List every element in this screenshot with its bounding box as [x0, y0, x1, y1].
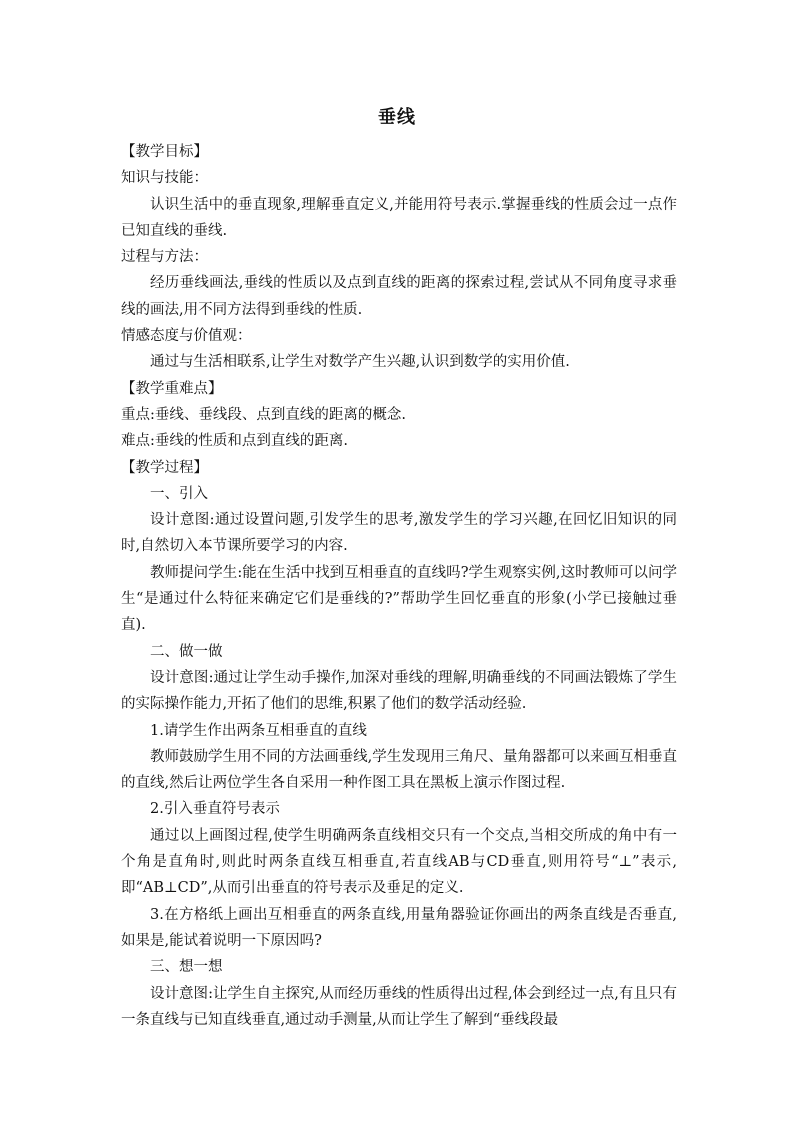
step-heading-21: 三、想一想 [150, 959, 223, 976]
paragraph-19: 通过以上画图过程,使学生明确两条直线相交只有一个交点,当相交所成的角中有一个角是直角时,则此时两条直线互相垂直,若直线AB与CD垂直,则用符号“⊥”表示,即“AB⊥CD”,从而引出垂直的符号表示及垂足的定义. [121, 827, 677, 897]
section-heading-0: 【教学目标】 [121, 144, 208, 160]
paragraph-2: 认识生活中的垂直现象,理解垂直定义,并能用符号表示.掌握垂线的性质会过一点作已知直线的垂线. [121, 196, 677, 239]
paragraph-8: 重点:垂线、垂线段、点到直线的距离的概念. [121, 406, 406, 423]
paragraph-9: 难点:垂线的性质和点到直线的距离. [121, 433, 348, 450]
subheading-1: 知识与技能： [121, 170, 208, 187]
subheading-3: 过程与方法： [121, 249, 208, 266]
section-heading-7: 【教学重难点】 [121, 380, 223, 397]
list-item-16: 1.请学生作出两条互相垂直的直线 [150, 722, 367, 739]
paragraph-12: 设计意图:通过设置问题,引发学生的思考,激发学生的学习兴趣,在回忆旧知识的同时,自然切入本节课所要学习的内容. [121, 512, 677, 555]
document-body [121, 139, 677, 1033]
paragraph-17: 教师鼓励学生用不同的方法画垂线,学生发现用三角尺、量角器都可以来画互相垂直的直线,然后让两位学生各自采用一种作图工具在黑板上演示作图过程. [121, 748, 677, 792]
paragraph-22: 设计意图:让学生自主探究,从而经历垂线的性质得出过程,体会到经过一点,有且只有一条直线与已知直线垂直,通过动手测量,从而让学生了解到“垂线段最 [121, 985, 677, 1028]
paragraph-15: 设计意图:通过让学生动手操作,加深对垂线的理解,明确垂线的不同画法锻炼了学生的实际操作能力,开拓了他们的思维,积累了他们的数学活动经验. [121, 669, 677, 713]
paragraph-4: 经历垂线画法,垂线的性质以及点到直线的距离的探索过程,尝试从不同角度寻求垂线的画法,用不同方法得到垂线的性质. [121, 275, 677, 318]
list-item-18: 2.引入垂直符号表示 [150, 801, 280, 818]
paragraph-13: 教师提问学生:能在生活中找到互相垂直的直线吗?学生观察实例,这时教师可以问学生“是通过什么特征来确定它们是垂线的?”帮助学生回忆垂直的形象(小学已接触过垂直). [121, 564, 677, 634]
subheading-5: 情感态度与价值观： [121, 328, 252, 345]
section-heading-10: 【教学过程】 [121, 459, 208, 476]
list-item-20: 3.在方格纸上画出互相垂直的两条直线,用量角器验证你画出的两条直线是否垂直,如果是,能试着说明一下原因吗? [121, 906, 677, 949]
step-heading-11: 一、引入 [150, 485, 208, 502]
step-heading-14: 二、做一做 [150, 643, 223, 660]
document-title: 垂线 [378, 107, 416, 128]
paragraph-6: 通过与生活相联系,让学生对数学产生兴趣,认识到数学的实用价值. [150, 354, 570, 371]
